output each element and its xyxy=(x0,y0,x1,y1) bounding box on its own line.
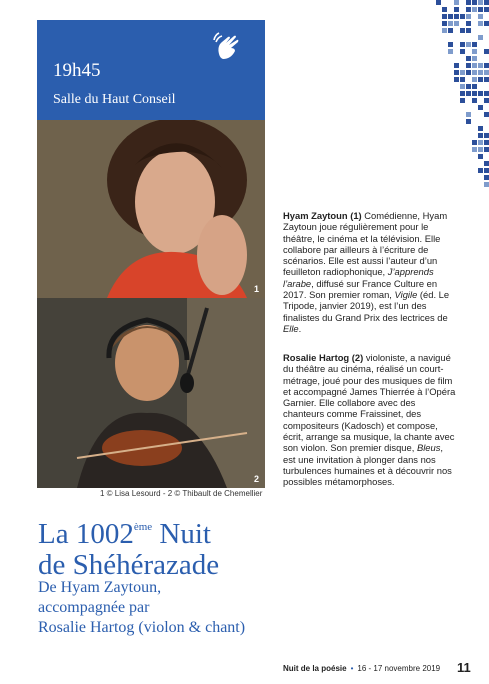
mosaic-tile xyxy=(478,105,483,110)
footer-event: Nuit de la poésie xyxy=(283,664,347,673)
mosaic-tile xyxy=(484,0,489,5)
portrait-photo-rosalie xyxy=(37,298,265,488)
mosaic-tile xyxy=(484,77,489,82)
mosaic-tile xyxy=(484,70,489,75)
mosaic-tile xyxy=(466,14,471,19)
mosaic-tile xyxy=(454,77,459,82)
mosaic-tile xyxy=(472,42,477,47)
mosaic-tile xyxy=(454,0,459,5)
mosaic-tile xyxy=(478,21,483,26)
mosaic-tile xyxy=(478,7,483,12)
footer-dates: 16 - 17 novembre 2019 xyxy=(357,664,441,673)
bio-text: , diffusé sur France Culture en 2017. Son premier roman, xyxy=(283,277,438,301)
mosaic-tile xyxy=(454,7,459,12)
mosaic-tile xyxy=(484,21,489,26)
title-line: de Shéhérazade xyxy=(38,549,220,581)
mosaic-tile xyxy=(472,0,477,5)
mosaic-tile xyxy=(460,84,465,89)
bio-text: (éd. Le Tripode, janvier 2019), est l’un des finalistes du Grand Prix des lectrices de xyxy=(283,289,450,323)
mosaic-tile xyxy=(442,28,447,33)
page-number: 11 xyxy=(457,660,471,675)
mosaic-tile xyxy=(436,0,441,5)
mosaic-tile xyxy=(478,154,483,159)
portrait-photo-hyam xyxy=(37,120,265,298)
mosaic-tile xyxy=(478,63,483,68)
mosaic-tile xyxy=(472,84,477,89)
subtitle-line: accompagnée par xyxy=(38,599,150,616)
bio-name: Hyam Zaytoun (1) xyxy=(283,210,362,221)
mosaic-tile xyxy=(448,28,453,33)
mosaic-tile xyxy=(460,77,465,82)
mosaic-tile xyxy=(478,77,483,82)
mosaic-tile xyxy=(478,0,483,5)
mosaic-tile xyxy=(466,7,471,12)
mosaic-tile xyxy=(448,42,453,47)
mosaic-tile xyxy=(466,63,471,68)
mosaic-tile xyxy=(472,147,477,152)
bio-italic: Bleus xyxy=(416,442,441,454)
mosaic-tile xyxy=(484,168,489,173)
mosaic-tile xyxy=(460,98,465,103)
mosaic-tile xyxy=(478,14,483,19)
mosaic-tile xyxy=(484,91,489,96)
session-room: Salle du Haut Conseil xyxy=(53,92,176,107)
mosaic-tile xyxy=(484,98,489,103)
mosaic-tile xyxy=(484,7,489,12)
mosaic-tile xyxy=(472,7,477,12)
mosaic-tile xyxy=(484,147,489,152)
mosaic-tile xyxy=(460,14,465,19)
mosaic-tile xyxy=(466,0,471,5)
mosaic-tile xyxy=(478,91,483,96)
photo-number: 1 xyxy=(253,284,259,294)
mosaic-tile xyxy=(472,70,477,75)
mosaic-tile xyxy=(460,49,465,54)
mosaic-tile xyxy=(484,182,489,187)
mosaic-tile xyxy=(454,14,459,19)
subtitle-line: De Hyam Zaytoun, xyxy=(38,579,162,596)
title-superscript: ème xyxy=(133,521,153,533)
mosaic-tile xyxy=(448,14,453,19)
mosaic-tile xyxy=(454,70,459,75)
decorative-mosaic xyxy=(429,0,489,190)
bio-hyam xyxy=(283,210,458,334)
mosaic-tile xyxy=(442,7,447,12)
mosaic-tile xyxy=(460,70,465,75)
mosaic-tile xyxy=(478,133,483,138)
sign-language-icon xyxy=(213,32,243,64)
mosaic-tile xyxy=(466,42,471,47)
mosaic-tile xyxy=(472,49,477,54)
mosaic-tile xyxy=(484,161,489,166)
mosaic-tile xyxy=(478,147,483,152)
bio-text: , est une invitation à plonger dans nos turbulences humaines et à découvrir nos possibles métamorphoses. xyxy=(283,442,452,488)
mosaic-tile xyxy=(466,21,471,26)
footer-separator: • xyxy=(350,664,354,673)
show-subtitle xyxy=(38,578,245,638)
photo-credit: 1 © Lisa Lesourd - 2 © Thibault de Chemellier xyxy=(100,489,263,498)
photo-number: 2 xyxy=(253,474,259,484)
mosaic-tile xyxy=(478,140,483,145)
mosaic-tile xyxy=(442,21,447,26)
bio-italic: Elle xyxy=(283,322,299,334)
mosaic-tile xyxy=(454,63,459,68)
bio-italic: Vigile xyxy=(394,289,418,301)
show-title xyxy=(38,512,219,581)
bio-italic: J’apprends l’arabe xyxy=(283,266,434,289)
title-part: Nuit xyxy=(152,518,211,550)
bio-text: . xyxy=(298,322,302,334)
mosaic-tile xyxy=(466,56,471,61)
mosaic-tile xyxy=(472,140,477,145)
mosaic-tile xyxy=(472,91,477,96)
mosaic-tile xyxy=(466,112,471,117)
mosaic-tile xyxy=(484,175,489,180)
mosaic-tile xyxy=(478,70,483,75)
mosaic-tile xyxy=(472,56,477,61)
mosaic-tile xyxy=(472,98,477,103)
page-footer xyxy=(283,664,440,673)
mosaic-tile xyxy=(484,49,489,54)
mosaic-tile xyxy=(484,63,489,68)
mosaic-tile xyxy=(484,140,489,145)
session-time: 19h45 xyxy=(53,60,101,81)
mosaic-tile xyxy=(448,21,453,26)
bio-name: Rosalie Hartog (2) xyxy=(283,352,364,363)
bio-text: violoniste, a navigué du théâtre au cinéma, réalisé un court-métrage, joué pour des musiques de film et accompagné James Thierrée à l’Opéra Garnier. Elle collabore avec des chanteurs comme Fraissinet, des compositeurs (Kadosch) et compose, écrit, arrange sa musique, la chante avec son violon. Son premier disque, xyxy=(283,352,456,454)
mosaic-tile xyxy=(478,168,483,173)
mosaic-tile xyxy=(478,35,483,40)
subtitle-line: Rosalie Hartog (violon & chant) xyxy=(38,619,246,636)
mosaic-tile xyxy=(466,28,471,33)
mosaic-tile xyxy=(484,112,489,117)
mosaic-tile xyxy=(460,91,465,96)
mosaic-tile xyxy=(460,42,465,47)
mosaic-tile xyxy=(466,84,471,89)
mosaic-tile xyxy=(454,21,459,26)
bio-rosalie xyxy=(283,352,458,488)
mosaic-tile xyxy=(478,126,483,131)
mosaic-tile xyxy=(448,49,453,54)
mosaic-tile xyxy=(466,91,471,96)
session-header xyxy=(37,20,265,120)
mosaic-tile xyxy=(484,133,489,138)
mosaic-tile xyxy=(472,63,477,68)
mosaic-tile xyxy=(466,119,471,124)
mosaic-tile xyxy=(442,14,447,19)
mosaic-tile xyxy=(472,77,477,82)
bio-text: Comédienne, Hyam Zaytoun joue régulièrement pour le théâtre, le cinéma et la télévision. Elle collabore par ailleurs à l’écriture de scénarios. Elle est aussi l’auteur d’un feuilleton radiophonique, xyxy=(283,210,448,278)
mosaic-tile xyxy=(466,70,471,75)
mosaic-tile xyxy=(460,28,465,33)
title-part: La 1002 xyxy=(38,518,134,550)
